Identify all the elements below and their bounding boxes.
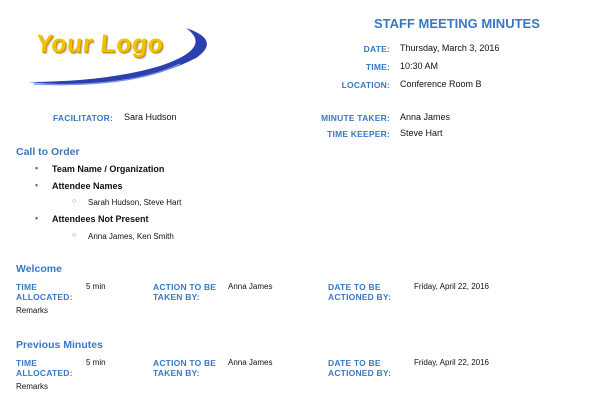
location-value: Conference Room B bbox=[400, 79, 482, 89]
bullet-icon: • bbox=[35, 163, 39, 173]
facilitator-value: Sara Hudson bbox=[124, 112, 177, 122]
date-actioned-by-label bbox=[328, 282, 391, 302]
date-label-line1: DATE TO BE bbox=[328, 358, 381, 368]
action-taken-by-label bbox=[153, 358, 216, 378]
time-value: 10:30 AM bbox=[400, 61, 439, 71]
date-actioned-by-value: Friday, April 22, 2016 bbox=[414, 282, 490, 291]
time-allocated-label-line1: TIME bbox=[16, 282, 38, 292]
sub-bullet-icon: ○ bbox=[72, 198, 77, 205]
action-label-line2: TAKEN BY: bbox=[153, 292, 200, 302]
date-actioned-by-label bbox=[328, 358, 391, 378]
date-label-line2: ACTIONED BY: bbox=[328, 368, 392, 378]
date-label: DATE: bbox=[363, 44, 390, 54]
date-value: Thursday, March 3, 2016 bbox=[400, 43, 500, 53]
call-to-order-heading: Call to Order bbox=[16, 146, 80, 158]
time-keeper-value: Steve Hart bbox=[400, 128, 443, 138]
time-allocated-label-line2: ALLOCATED: bbox=[16, 292, 73, 302]
time-allocated-value: 5 min bbox=[86, 282, 106, 291]
minute-taker-label: MINUTE TAKER: bbox=[320, 113, 390, 123]
action-taken-by-label bbox=[153, 282, 216, 302]
date-label-line1: DATE TO BE bbox=[328, 282, 381, 292]
remarks: Remarks bbox=[16, 382, 49, 391]
page-title: STAFF MEETING MINUTES bbox=[374, 16, 540, 31]
location-label: LOCATION: bbox=[341, 80, 390, 90]
list-sub-item: Anna James, Ken Smith bbox=[88, 232, 174, 241]
date-label-line2: ACTIONED BY: bbox=[328, 292, 392, 302]
section-heading-previous-minutes: Previous Minutes bbox=[16, 339, 103, 351]
logo-text: Your Logo bbox=[34, 30, 166, 58]
sub-bullet-icon: ○ bbox=[72, 232, 77, 239]
minute-taker-value: Anna James bbox=[400, 112, 451, 122]
bullet-icon: • bbox=[35, 180, 39, 190]
time-keeper-label: TIME KEEPER: bbox=[327, 129, 390, 139]
time-label: TIME: bbox=[365, 62, 390, 72]
action-label-line2: TAKEN BY: bbox=[153, 368, 200, 378]
date-actioned-by-value: Friday, April 22, 2016 bbox=[414, 358, 490, 367]
list-item: Attendee Names bbox=[52, 181, 123, 191]
logo bbox=[10, 14, 220, 94]
action-label-line1: ACTION TO BE bbox=[153, 282, 217, 292]
time-allocated-label-line1: TIME bbox=[16, 358, 38, 368]
action-label-line1: ACTION TO BE bbox=[153, 358, 217, 368]
list-item: Team Name / Organization bbox=[52, 164, 165, 174]
action-taken-by-value: Anna James bbox=[228, 358, 273, 367]
facilitator-label: FACILITATOR: bbox=[52, 113, 113, 123]
time-allocated-value: 5 min bbox=[86, 358, 106, 367]
remarks: Remarks bbox=[16, 306, 49, 315]
bullet-icon: • bbox=[35, 213, 39, 223]
action-taken-by-value: Anna James bbox=[228, 282, 273, 291]
list-item: Attendees Not Present bbox=[52, 214, 149, 224]
time-allocated-label-line2: ALLOCATED: bbox=[16, 368, 73, 378]
time-allocated-label bbox=[16, 282, 73, 302]
time-allocated-label bbox=[16, 358, 73, 378]
section-heading-welcome: Welcome bbox=[16, 263, 62, 275]
list-sub-item: Sarah Hudson, Steve Hart bbox=[88, 198, 182, 207]
